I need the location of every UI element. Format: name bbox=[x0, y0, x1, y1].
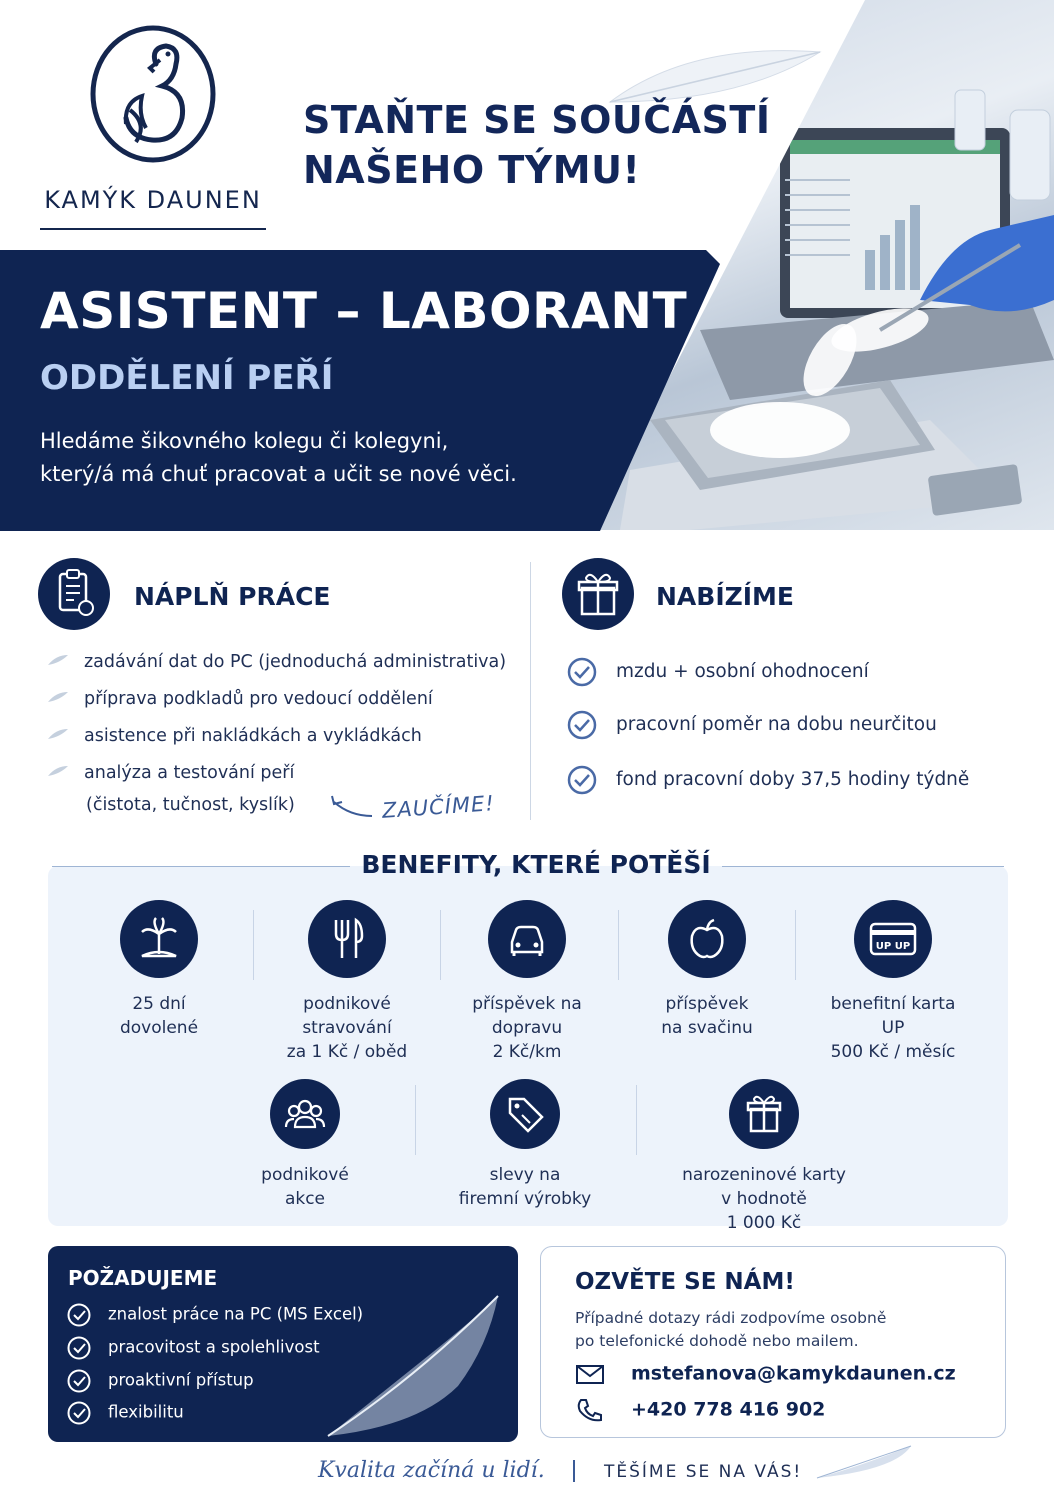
benefit-divider bbox=[415, 1085, 416, 1155]
duty-item: analýza a testování peří bbox=[46, 757, 294, 789]
benefits-rule-right bbox=[722, 866, 1004, 867]
benefit-snack: příspěvek na svačinu bbox=[617, 900, 797, 1040]
job-title: ASISTENT – LABORANT bbox=[40, 282, 688, 340]
clipboard-icon bbox=[38, 558, 110, 630]
duty-item: zadávání dat do PC (jednoduchá administrativa) bbox=[46, 646, 506, 678]
card-icon bbox=[854, 900, 932, 978]
requirements-panel bbox=[48, 1246, 518, 1442]
footer-closing: TĚŠÍME SE NA VÁS! bbox=[604, 1462, 803, 1482]
bird-logo-icon bbox=[90, 24, 216, 164]
footer bbox=[0, 1458, 1054, 1488]
cutlery-icon bbox=[308, 900, 386, 978]
headline bbox=[303, 95, 770, 195]
job-intro-line-1: Hledáme šikovného kolegu či kolegyni, bbox=[40, 429, 449, 453]
job-subtitle: ODDĚLENÍ PEŘÍ bbox=[40, 358, 334, 398]
curved-arrow-icon bbox=[326, 792, 376, 822]
contact-email-row[interactable] bbox=[575, 1361, 956, 1387]
feather-decoration-icon bbox=[815, 1442, 915, 1482]
check-circle-icon bbox=[66, 1335, 92, 1361]
palm-island-icon bbox=[120, 900, 198, 978]
contact-note: Případné dotazy rádi zodpovíme osobně po telefonické dohodě nebo mailem. bbox=[575, 1309, 887, 1350]
offer-title: NABÍZÍME bbox=[656, 582, 795, 611]
people-group-icon bbox=[270, 1079, 340, 1149]
duty-item: příprava podkladů pro vedoucí oddělení bbox=[46, 683, 433, 715]
duty-item: asistence při nakládkách a vykládkách bbox=[46, 720, 422, 752]
check-circle-icon bbox=[66, 1302, 92, 1328]
requirement-item: flexibilitu bbox=[66, 1400, 184, 1426]
check-circle-icon bbox=[566, 764, 598, 796]
job-intro bbox=[40, 425, 560, 491]
benefit-divider bbox=[253, 910, 254, 980]
brand-name: KAMÝK DAUNEN bbox=[44, 186, 262, 214]
contact-title: OZVĚTE SE NÁM! bbox=[575, 1269, 795, 1295]
requirement-item: znalost práce na PC (MS Excel) bbox=[66, 1302, 363, 1328]
feather-bullet-icon bbox=[46, 720, 70, 752]
training-note: ZAUČÍME! bbox=[381, 791, 496, 823]
benefit-company-events: podnikové akce bbox=[215, 1079, 395, 1211]
headline-line-1: STAŇTE SE SOUČÁSTÍ bbox=[303, 98, 771, 142]
offer-item: mzdu + osobní ohodnocení bbox=[566, 656, 869, 688]
contact-panel bbox=[540, 1246, 1006, 1438]
contact-phone[interactable]: +420 778 416 902 bbox=[631, 1398, 826, 1421]
feather-bullet-icon bbox=[46, 757, 70, 789]
contact-phone-row[interactable] bbox=[575, 1397, 825, 1423]
logo-underline bbox=[40, 228, 266, 230]
offer-item: fond pracovní doby 37,5 hodiny týdně bbox=[566, 764, 969, 796]
headline-line-2: NAŠEHO TÝMU! bbox=[303, 148, 641, 192]
car-icon bbox=[488, 900, 566, 978]
footer-slogan: Kvalita začíná u lidí. bbox=[318, 1458, 545, 1483]
duties-title: NÁPLŇ PRÁCE bbox=[134, 582, 331, 611]
phone-icon bbox=[575, 1397, 605, 1423]
duty-item-continuation: (čistota, tučnost, kyslík) bbox=[86, 795, 295, 815]
requirement-item: proaktivní přístup bbox=[66, 1368, 254, 1394]
benefits-rule-left bbox=[52, 866, 350, 867]
feather-bullet-icon bbox=[46, 646, 70, 678]
footer-separator bbox=[573, 1460, 575, 1482]
envelope-icon bbox=[575, 1361, 605, 1387]
check-circle-icon bbox=[66, 1400, 92, 1426]
check-circle-icon bbox=[566, 709, 598, 741]
benefit-transport: příspěvek na dopravu 2 Kč/km bbox=[437, 900, 617, 1064]
benefit-card: UP UP benefitní karta UP 500 Kč / měsíc bbox=[803, 900, 983, 1064]
feather-bullet-icon bbox=[46, 683, 70, 715]
requirement-item: pracovitost a spolehlivost bbox=[66, 1335, 320, 1361]
contact-email[interactable]: mstefanova@kamykdaunen.cz bbox=[631, 1362, 956, 1385]
benefit-divider bbox=[636, 1085, 637, 1155]
job-intro-line-2: který/á má chuť pracovat a učit se nové věci. bbox=[40, 462, 517, 486]
requirements-title: POŽADUJEME bbox=[68, 1266, 218, 1290]
price-tag-icon bbox=[490, 1079, 560, 1149]
check-circle-icon bbox=[566, 656, 598, 688]
benefit-discounts: slevy na firemní výrobky bbox=[435, 1079, 615, 1211]
benefit-meals: podnikové stravování za 1 Kč / oběd bbox=[257, 900, 437, 1064]
benefits-title: BENEFITY, KTERÉ POTĚŠÍ bbox=[361, 850, 711, 879]
apple-icon bbox=[668, 900, 746, 978]
benefit-birthday-cards: narozeninové karty v hodnotě 1 000 Kč bbox=[674, 1079, 854, 1235]
svg-text:UP UP: UP UP bbox=[875, 941, 911, 952]
gift-icon bbox=[562, 558, 634, 630]
gift-icon bbox=[729, 1079, 799, 1149]
check-circle-icon bbox=[66, 1368, 92, 1394]
offer-item: pracovní poměr na dobu neurčitou bbox=[566, 709, 937, 741]
section-divider bbox=[530, 562, 531, 820]
benefit-vacation: 25 dní dovolené bbox=[69, 900, 249, 1040]
